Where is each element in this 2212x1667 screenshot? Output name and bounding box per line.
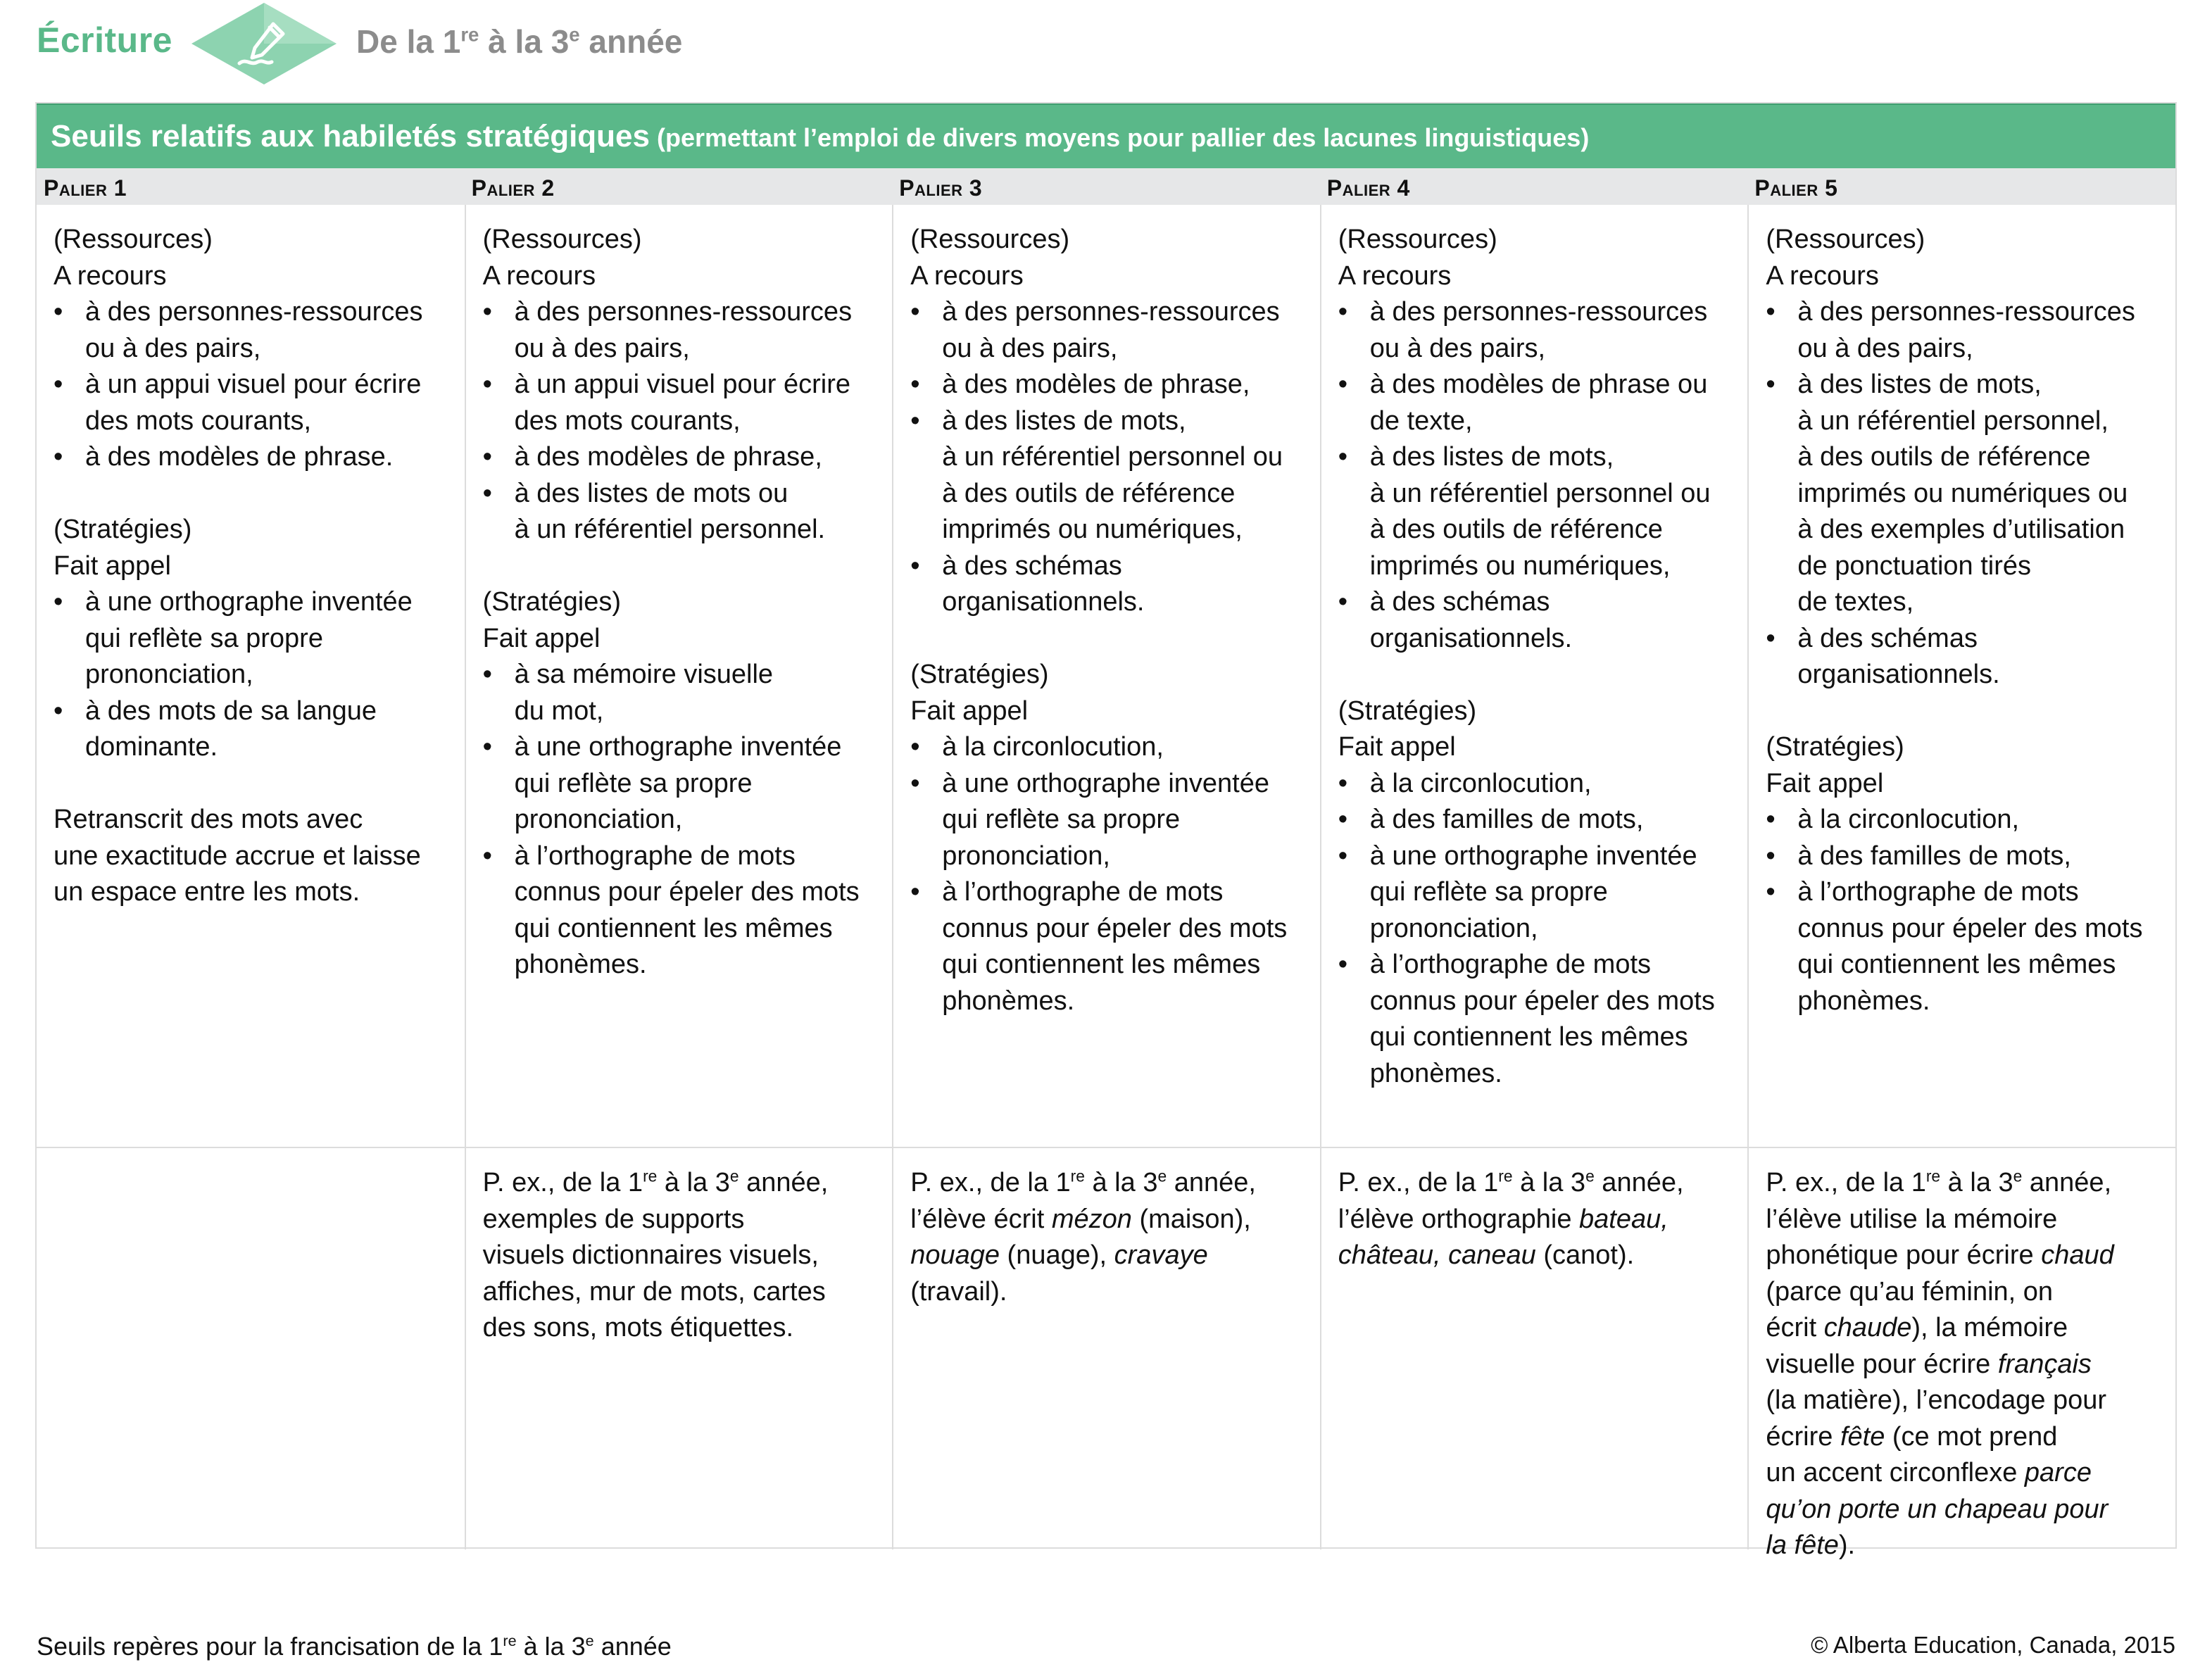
list-item: • à des schémas organisationnels.	[1766, 621, 2161, 693]
examples-row	[37, 1147, 2175, 1560]
resources-list	[483, 294, 879, 548]
resources-list	[1766, 294, 2161, 693]
list-item: • à des personnes-ressources ou à des pairs,	[1766, 294, 2161, 367]
tier-2-example: P. ex., de la 1re à la 3e année, exemples de supports visuels dictionnaires visuels, affiches, mur de mots, cartes des sons, mots étiquettes.	[465, 1148, 893, 1549]
strategies-list	[1338, 766, 1734, 1093]
list-item: • à des modèles de phrase,	[483, 439, 879, 476]
list-item: • à des listes de mots, à un référentiel personnel ou à des outils de référence imprimés ou numériques,	[1338, 439, 1734, 584]
list-item: • à des schémas organisationnels.	[1338, 584, 1734, 657]
list-item: • à une orthographe inventée qui reflète sa propre prononciation,	[483, 729, 879, 838]
resources-list	[54, 294, 451, 476]
grade-range: De la 1re à la 3e année	[356, 23, 683, 60]
pen-writing-icon	[190, 1, 338, 86]
list-item: • à une orthographe inventée qui reflète sa propre prononciation,	[1338, 838, 1734, 948]
tier-3-header: Palier 3	[899, 175, 983, 201]
list-item: • à des schémas organisationnels.	[910, 548, 1306, 621]
tier-1-example	[37, 1148, 465, 1549]
page-header	[0, 0, 2212, 92]
list-item: • à la circonlocution,	[1338, 766, 1734, 803]
thresholds-table	[35, 102, 2177, 1560]
list-item: • à la circonlocution,	[910, 729, 1306, 766]
list-item: • à des mots de sa langue dominante.	[54, 693, 451, 766]
table-title: Seuils relatifs aux habiletés stratégiques (permettant l’emploi de divers moyens pour pallier des lacunes linguistiques)	[37, 103, 2175, 168]
list-item: • à des personnes-ressources ou à des pairs,	[54, 294, 451, 367]
tier-4-header: Palier 4	[1326, 175, 1410, 201]
list-item: • à des familles de mots,	[1766, 838, 2161, 875]
tier-5-example: P. ex., de la 1re à la 3e année, l’élève utilise la mémoire phonétique pour écrire chaud (parce qu’au féminin, on écrit chaude), la mémoire visuelle pour écrire français (la matière), l’encodage pour écrire fête (ce mot prend un accent circonflexe parce qu’on porte un chapeau pour la fête).	[1747, 1148, 2175, 1549]
descriptors-row	[37, 205, 2175, 1147]
list-item: • à des modèles de phrase ou de texte,	[1338, 367, 1734, 439]
list-item: • à des listes de mots ou à un référentiel personnel.	[483, 476, 879, 548]
list-item: • à une orthographe inventée qui reflète sa propre prononciation,	[54, 584, 451, 693]
tier-5-header: Palier 5	[1754, 175, 1838, 201]
list-item: • à l’orthographe de mots connus pour épeler des mots qui contiennent les mêmes phonèmes.	[1338, 947, 1734, 1092]
list-item: • à l’orthographe de mots connus pour épeler des mots qui contiennent les mêmes phonèmes.	[910, 874, 1306, 1019]
list-item: • à sa mémoire visuelle du mot,	[483, 657, 879, 729]
strategies-list	[910, 729, 1306, 1019]
list-item: • à des personnes-ressources ou à des pairs,	[483, 294, 879, 367]
resources-list	[1338, 294, 1734, 657]
resources-list	[910, 294, 1306, 621]
tier-1-descriptors: (Ressources) A recours • à des personnes-ressources ou à des pairs, • à un appui visuel pour écrire des mots courants, • à des modèles de phrase. (Stratégies) Fait appel • à une orthographe inventée qui reflète sa propre prononciation, • à des mots de sa langue dominante. Retranscrit des mots avec une exactitude accrue et laisse un espace entre les mots.	[37, 205, 465, 1147]
footer-copyright: © Alberta Education, Canada, 2015	[1811, 1632, 2175, 1658]
list-item: • à un appui visuel pour écrire des mots courants,	[483, 367, 879, 439]
tier-2-header: Palier 2	[471, 175, 555, 201]
tier-4-descriptors: (Ressources) A recours • à des personnes-ressources ou à des pairs, • à des modèles de phrase ou de texte, • à des listes de mots, à un référentiel personnel ou à des outils de référence imprimés ou numériques, • à des schémas organisationnels. (Stratégies) Fait appel • à la circonlocution, • à des familles de mots, • à une orthographe inventée qui reflète sa propre prononciation, • à l’orthographe de mots connus pour épeler des mots qui contiennent les mêmes phonèmes.	[1320, 205, 1748, 1147]
list-item: • à une orthographe inventée qui reflète sa propre prononciation,	[910, 766, 1306, 875]
list-item: • à des personnes-ressources ou à des pairs,	[1338, 294, 1734, 367]
strategies-list	[54, 584, 451, 766]
list-item: • à un appui visuel pour écrire des mots courants,	[54, 367, 451, 439]
tier-1-header: Palier 1	[44, 175, 127, 201]
list-item: • à des listes de mots, à un référentiel personnel, à des outils de référence imprimés ou numériques ou à des exemples d’utilisation de ponctuation tirés de textes,	[1766, 367, 2161, 621]
strategies-list	[483, 657, 879, 983]
tier-4-example: P. ex., de la 1re à la 3e année, l’élève orthographie bateau, château, caneau (canot).	[1320, 1148, 1748, 1549]
list-item: • à des modèles de phrase,	[910, 367, 1306, 403]
tier-2-descriptors: (Ressources) A recours • à des personnes-ressources ou à des pairs, • à un appui visuel pour écrire des mots courants, • à des modèles de phrase, • à des listes de mots ou à un référentiel personnel. (Stratégies) Fait appel • à sa mémoire visuelle du mot, • à une orthographe inventée qui reflète sa propre prononciation, • à l’orthographe de mots connus pour épeler des mots qui contiennent les mêmes phonèmes.	[465, 205, 893, 1147]
tier-3-example: P. ex., de la 1re à la 3e année, l’élève écrit mézon (maison), nouage (nuage), cravaye (travail).	[892, 1148, 1320, 1549]
list-item: • à des listes de mots, à un référentiel personnel ou à des outils de référence imprimés ou numériques,	[910, 403, 1306, 548]
footer-document-title: Seuils repères pour la francisation de la 1re à la 3e année	[37, 1632, 672, 1661]
strategies-list	[1766, 802, 2161, 1019]
list-item: • à des familles de mots,	[1338, 802, 1734, 838]
list-item: • à des personnes-ressources ou à des pairs,	[910, 294, 1306, 367]
section-title: Écriture	[37, 20, 172, 60]
tier-header-row	[37, 168, 2175, 205]
list-item: • à l’orthographe de mots connus pour épeler des mots qui contiennent les mêmes phonèmes.	[483, 838, 879, 983]
tier-3-descriptors: (Ressources) A recours • à des personnes-ressources ou à des pairs, • à des modèles de phrase, • à des listes de mots, à un référentiel personnel ou à des outils de référence imprimés ou numériques, • à des schémas organisationnels. (Stratégies) Fait appel • à la circonlocution, • à une orthographe inventée qui reflète sa propre prononciation, • à l’orthographe de mots connus pour épeler des mots qui contiennent les mêmes phonèmes.	[892, 205, 1320, 1147]
list-item: • à la circonlocution,	[1766, 802, 2161, 838]
list-item: • à l’orthographe de mots connus pour épeler des mots qui contiennent les mêmes phonèmes.	[1766, 874, 2161, 1019]
tier-5-descriptors: (Ressources) A recours • à des personnes-ressources ou à des pairs, • à des listes de mots, à un référentiel personnel, à des outils de référence imprimés ou numériques ou à des exemples d’utilisation de ponctuation tirés de textes, • à des schémas organisationnels. (Stratégies) Fait appel • à la circonlocution, • à des familles de mots, • à l’orthographe de mots connus pour épeler des mots qui contiennent les mêmes phonèmes.	[1747, 205, 2175, 1147]
list-item: • à des modèles de phrase.	[54, 439, 451, 476]
